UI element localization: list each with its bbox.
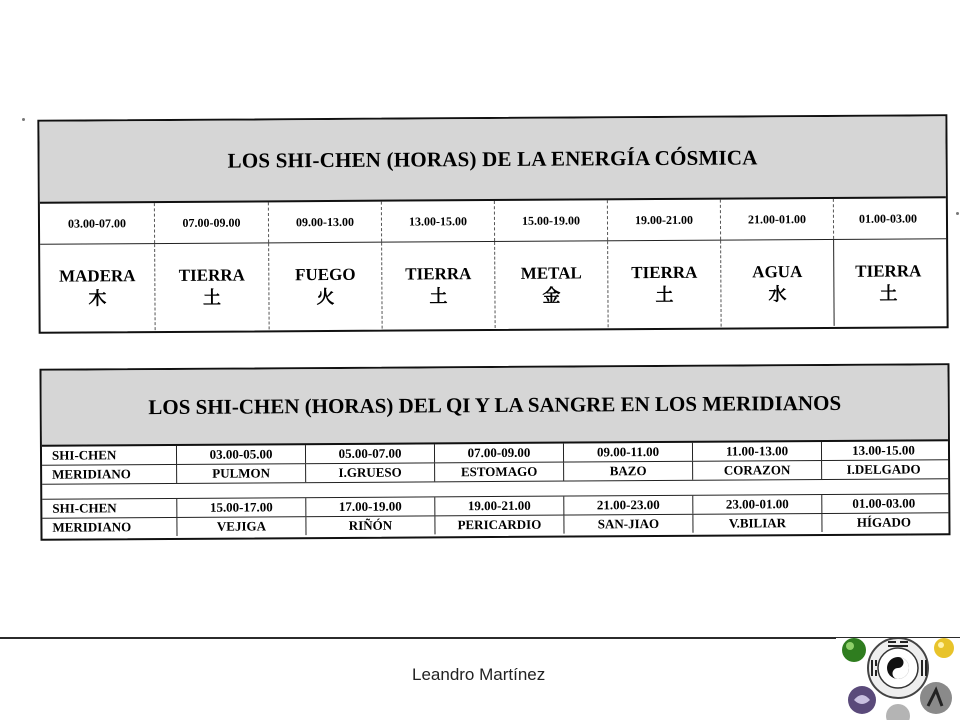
- meridian-cell: V.BILIAR: [692, 514, 821, 533]
- row-label: SHI-CHEN: [51, 447, 117, 463]
- earth-glyph: 土: [879, 283, 898, 305]
- time-cell: 15.00-17.00: [176, 498, 305, 517]
- earth-glyph: 土: [202, 287, 222, 309]
- meridian-cell: VEJIGA: [176, 517, 305, 536]
- row-label: SHI-CHEN: [52, 500, 117, 516]
- meridian-cell: PERICARDIO: [434, 516, 563, 535]
- row-label: MERIDIANO: [52, 519, 132, 535]
- element-cell: [154, 243, 269, 330]
- meridians-title: LOS SHI-CHEN (HORAS) DEL QI Y LA SANGRE EN LOS MERIDIANOS: [41, 365, 947, 447]
- time-cell: 07.00-09.00: [434, 444, 563, 463]
- meridian-cell: HÍGADO: [821, 513, 945, 532]
- time-cell: 15.00-19.00: [494, 200, 607, 241]
- element-name: MADERA: [58, 265, 136, 286]
- author-name: Leandro Martínez: [412, 665, 546, 684]
- earth-glyph: 土: [655, 284, 674, 306]
- time-cell: 05.00-07.00: [305, 444, 434, 463]
- element-cell: [268, 243, 382, 330]
- time-cell: 19.00-21.00: [607, 200, 720, 241]
- element-name: METAL: [520, 262, 582, 283]
- element-row: [40, 238, 947, 331]
- time-cell: 01.00-03.00: [821, 494, 945, 513]
- meridian-cell: I.DELGADO: [821, 460, 945, 479]
- time-cell: 09.00-11.00: [563, 443, 692, 462]
- time-cell: 07.00-09.00: [154, 202, 268, 243]
- time-cell: 23.00-01.00: [692, 495, 821, 514]
- scan-speck: [956, 212, 959, 215]
- yin-yang-bagua-icon: [836, 638, 960, 720]
- row-label: MERIDIANO: [52, 466, 131, 482]
- element-cell: [381, 242, 495, 329]
- time-cell: 09.00-13.00: [268, 202, 381, 243]
- meridian-cell: BAZO: [563, 462, 692, 481]
- element-cell: [494, 241, 608, 328]
- element-name: FUEGO: [295, 264, 356, 284]
- water-glyph: 水: [768, 283, 787, 305]
- time-cell: 19.00-21.00: [434, 497, 563, 516]
- element-name: TIERRA: [855, 260, 922, 281]
- meridian-cell: PULMON: [176, 464, 305, 483]
- meridian-cell: RIÑÓN: [305, 516, 434, 535]
- meridian-cell: I.GRUESO: [305, 463, 434, 482]
- time-cell: 21.00-01.00: [720, 199, 833, 240]
- meridian-cell: ESTOMAGO: [434, 463, 563, 482]
- element-name: TIERRA: [178, 265, 245, 285]
- time-cell: 11.00-13.00: [692, 442, 821, 461]
- fire-glyph: 火: [316, 286, 335, 308]
- element-cell: [833, 239, 943, 326]
- scan-speck: [22, 118, 25, 121]
- meridian-cell: CORAZON: [692, 461, 821, 480]
- time-cell: 03.00-07.00: [67, 215, 127, 231]
- time-cell: 13.00-15.00: [381, 201, 494, 242]
- element-name: TIERRA: [631, 262, 698, 282]
- metal-glyph: 金: [542, 285, 561, 307]
- cosmic-energy-title: LOS SHI-CHEN (HORAS) DE LA ENERGÍA CÓSMICA: [39, 116, 945, 204]
- earth-glyph: 土: [429, 285, 448, 307]
- cosmic-energy-table: [37, 114, 948, 334]
- element-name: AGUA: [752, 261, 803, 281]
- element-cell: [607, 241, 721, 328]
- time-row: [40, 198, 946, 244]
- element-cell: [40, 244, 155, 331]
- footer-divider: [0, 637, 960, 639]
- time-cell: 03.00-05.00: [176, 445, 305, 464]
- time-cell: 01.00-03.00: [833, 198, 942, 239]
- element-cell: [720, 240, 834, 327]
- wood-glyph: 木: [88, 287, 107, 309]
- time-cell: 21.00-23.00: [563, 496, 692, 515]
- time-cell: 13.00-15.00: [821, 441, 945, 460]
- element-name: TIERRA: [405, 263, 472, 284]
- meridian-cell: SAN-JIAO: [563, 515, 692, 534]
- meridians-table: [39, 363, 950, 541]
- time-cell: 17.00-19.00: [305, 497, 434, 516]
